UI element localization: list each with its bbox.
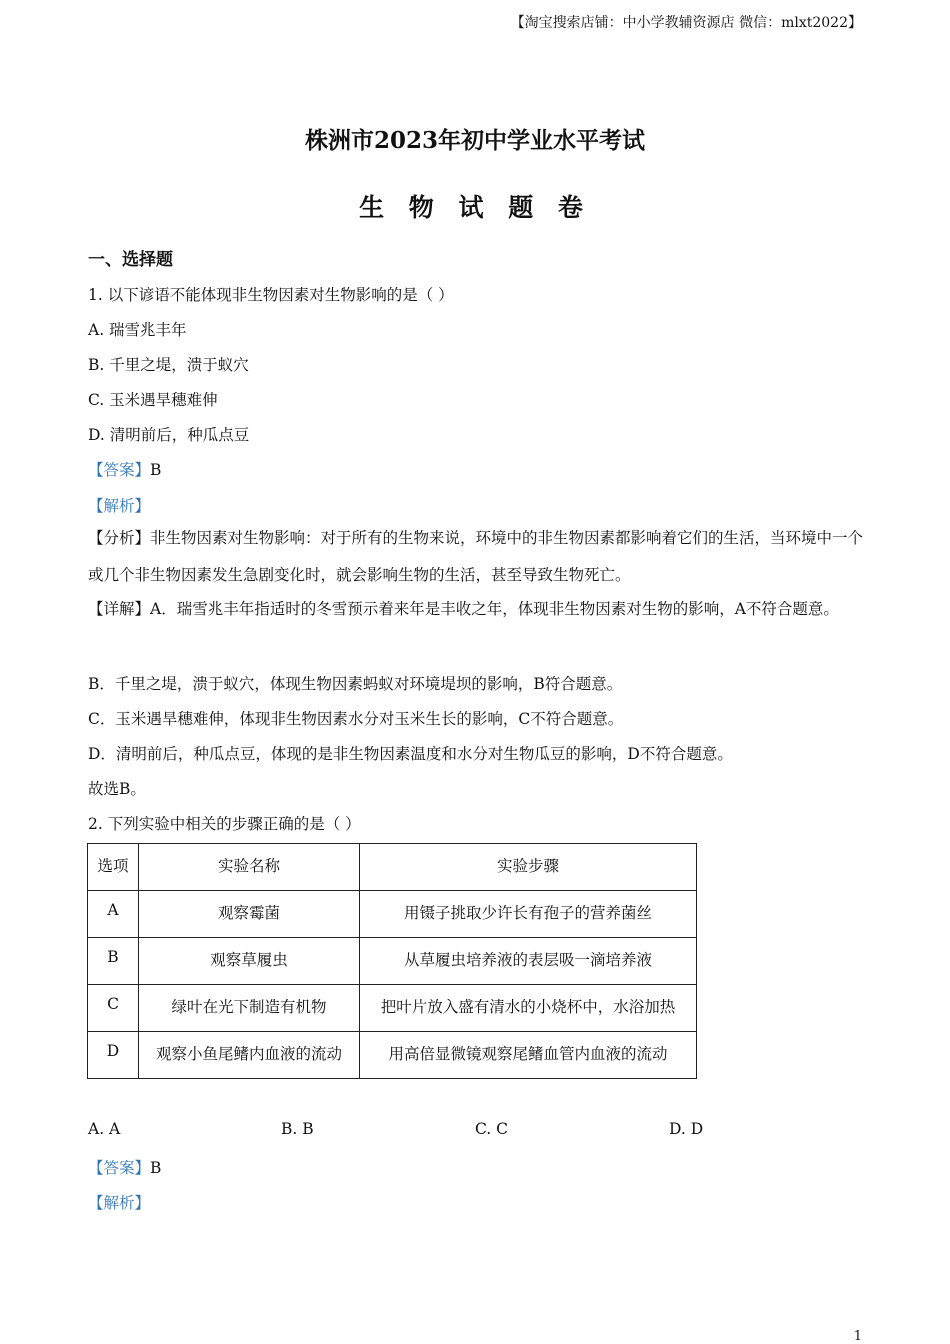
q2-option-b: B. B (281, 1120, 314, 1138)
page-number: 1 (853, 1329, 862, 1344)
q1-fenxi: 【分析】非生物因素对生物影响：对于所有的生物来说，环境中的非生物因素都影响着它们的生活，当环境中一个或几个非生物因素发生急剧变化时，就会影响生物的生活，甚至导致生物死亡。 (88, 529, 864, 584)
table-cell: 从草履虫培养液的表层吸一滴培养液 (360, 938, 697, 985)
table-cell: 把叶片放入盛有清水的小烧杯中，水浴加热 (360, 985, 697, 1032)
table-cell: 观察草履虫 (139, 938, 360, 985)
answer-tag: 【答案】 (88, 1159, 151, 1177)
exam-title: 株洲市2023年初中学业水平考试 (304, 127, 645, 154)
table-row (88, 938, 697, 985)
answer-value: B (150, 1159, 162, 1177)
q2-option-d: D. D (669, 1120, 704, 1138)
table-header-row (88, 844, 697, 891)
q1-stem: 1. 以下谚语不能体现非生物因素对生物影响的是（ ） (88, 286, 454, 304)
table-cell: A (88, 891, 139, 938)
q1-option-d: D. 清明前后，种瓜点豆 (88, 426, 250, 444)
q1-detail-d: D．清明前后，种瓜点豆，体现的是非生物因素温度和水分对生物瓜豆的影响，D不符合题意。 (88, 745, 733, 763)
answer-value: B (150, 461, 162, 479)
q1-option-c: C. 玉米遇旱穗难伸 (88, 391, 218, 409)
table-cell: 观察小鱼尾鳍内血液的流动 (139, 1032, 360, 1079)
table-row (88, 891, 697, 938)
exam-subtitle: 生 物 试 题 卷 (359, 193, 591, 222)
table-cell: 用高倍显微镜观察尾鳍血管内血液的流动 (360, 1032, 697, 1079)
q1-analysis-tag: 【解析】 (88, 497, 151, 515)
q2-answer (88, 1156, 161, 1178)
q1-option-b: B. 千里之堤，溃于蚁穴 (88, 356, 249, 374)
q1-option-a: A. 瑞雪兆丰年 (88, 321, 187, 339)
q2-option-a: A. A (88, 1120, 121, 1138)
header-experiment-steps: 实验步骤 (360, 844, 697, 891)
table-cell: 用镊子挑取少许长有孢子的营养菌丝 (360, 891, 697, 938)
table-cell: 绿叶在光下制造有机物 (139, 985, 360, 1032)
q1-detail-c: C．玉米遇旱穗难伸，体现非生物因素水分对玉米生长的影响，C不符合题意。 (88, 710, 624, 728)
q1-detail-b: B．千里之堤，溃于蚁穴，体现生物因素蚂蚁对环境堤坝的影响，B符合题意。 (88, 675, 623, 693)
q2-option-c: C. C (475, 1120, 509, 1138)
q1-xiangjie: 【详解】A．瑞雪兆丰年指适时的冬雪预示着来年是丰收之年，体现非生物因素对生物的影响，A不符合题意。 (88, 600, 839, 618)
q1-conclusion: 故选B。 (88, 780, 146, 798)
q2-analysis-tag: 【解析】 (88, 1194, 151, 1212)
answer-tag: 【答案】 (88, 461, 151, 479)
header-note: 【淘宝搜索店铺：中小学教辅资源店 微信：mlxt2022】 (510, 15, 862, 31)
table-cell: C (88, 985, 139, 1032)
table-cell: B (88, 938, 139, 985)
table-cell: D (88, 1032, 139, 1079)
experiment-table (87, 843, 697, 1079)
table-row (88, 1032, 697, 1079)
table-cell: 观察霉菌 (139, 891, 360, 938)
header-option: 选项 (88, 844, 139, 891)
q2-stem: 2. 下列实验中相关的步骤正确的是（ ） (88, 815, 361, 833)
section-heading: 一、选择题 (88, 250, 173, 270)
table-row (88, 985, 697, 1032)
header-experiment-name: 实验名称 (139, 844, 360, 891)
q1-answer (88, 458, 161, 480)
